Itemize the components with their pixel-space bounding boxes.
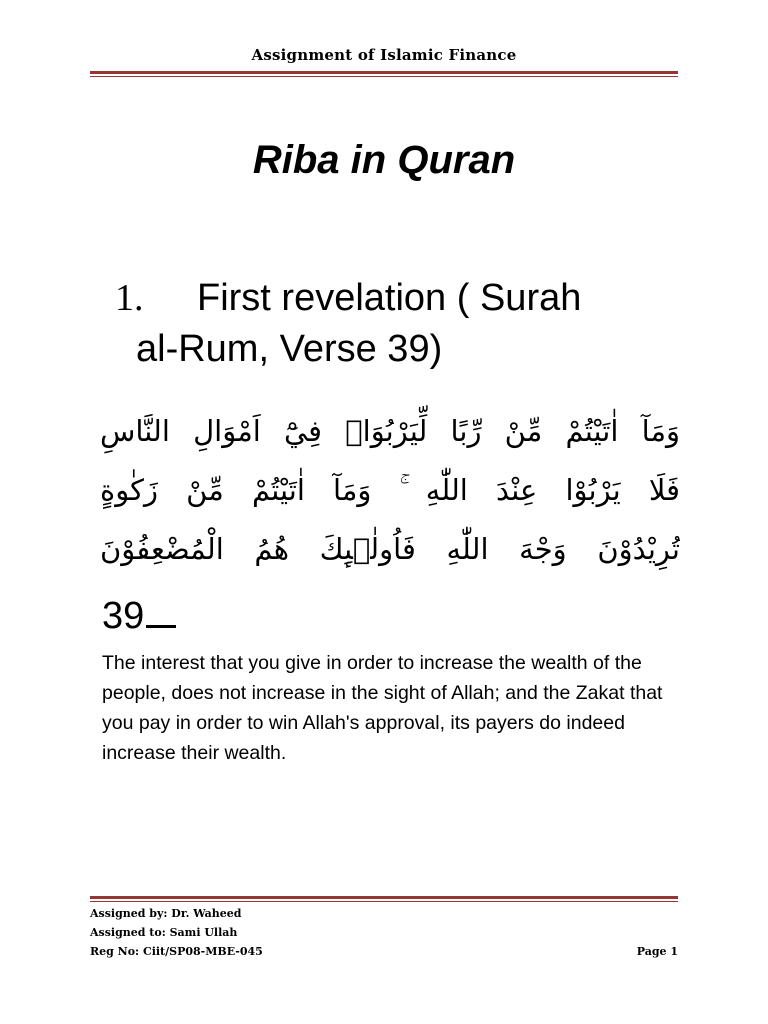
arabic-verse (100, 402, 680, 579)
verse-translation: The interest that you give in order to increase the wealth of the people, does not increase in the sight of Allah; and the Zakat that you pay in order to win Allah's approval, its payers do indeed increase their wealth. (102, 652, 663, 764)
document-title: Riba in Quran (252, 138, 516, 182)
registration-number: Reg No: Ciit/SP08-MBE-045 (90, 945, 263, 958)
footer-divider (90, 896, 678, 902)
assigned-by: Assigned by: Dr. Waheed (90, 907, 242, 920)
header-divider (90, 71, 678, 77)
section-heading-line1: First revelation ( Surah (197, 277, 582, 319)
page-number: Page 1 (636, 945, 678, 958)
ayah-marker (102, 594, 176, 638)
section-number: 1. (115, 277, 144, 319)
arabic-line-1: وَمَآ اٰتَيْتُمْ مِّنْ رِّبًا لِّيَرْبُوَا۠ فِيْٓ اَمْوَالِ النَّاسِ (100, 414, 680, 448)
arabic-line-2: فَلَا يَرْبُوْا عِنْدَ اللّٰهِ ۚ وَمَآ اٰتَيْتُمْ مِّنْ زَكٰوةٍ (100, 473, 680, 507)
arabic-line-3: تُرِيْدُوْنَ وَجْهَ اللّٰهِ فَاُولٰۤىِٕكَ هُمُ الْمُضْعِفُوْنَ (100, 532, 680, 566)
section-heading (115, 274, 685, 373)
ayah-end-mark (146, 601, 176, 628)
page-header: Assignment of Islamic Finance (251, 46, 517, 64)
assigned-to: Assigned to: Sami Ullah (90, 926, 238, 939)
page-footer (90, 904, 678, 961)
section-heading-line2: al-Rum, Verse 39) (136, 328, 443, 370)
ayah-number: 39 (102, 595, 145, 637)
